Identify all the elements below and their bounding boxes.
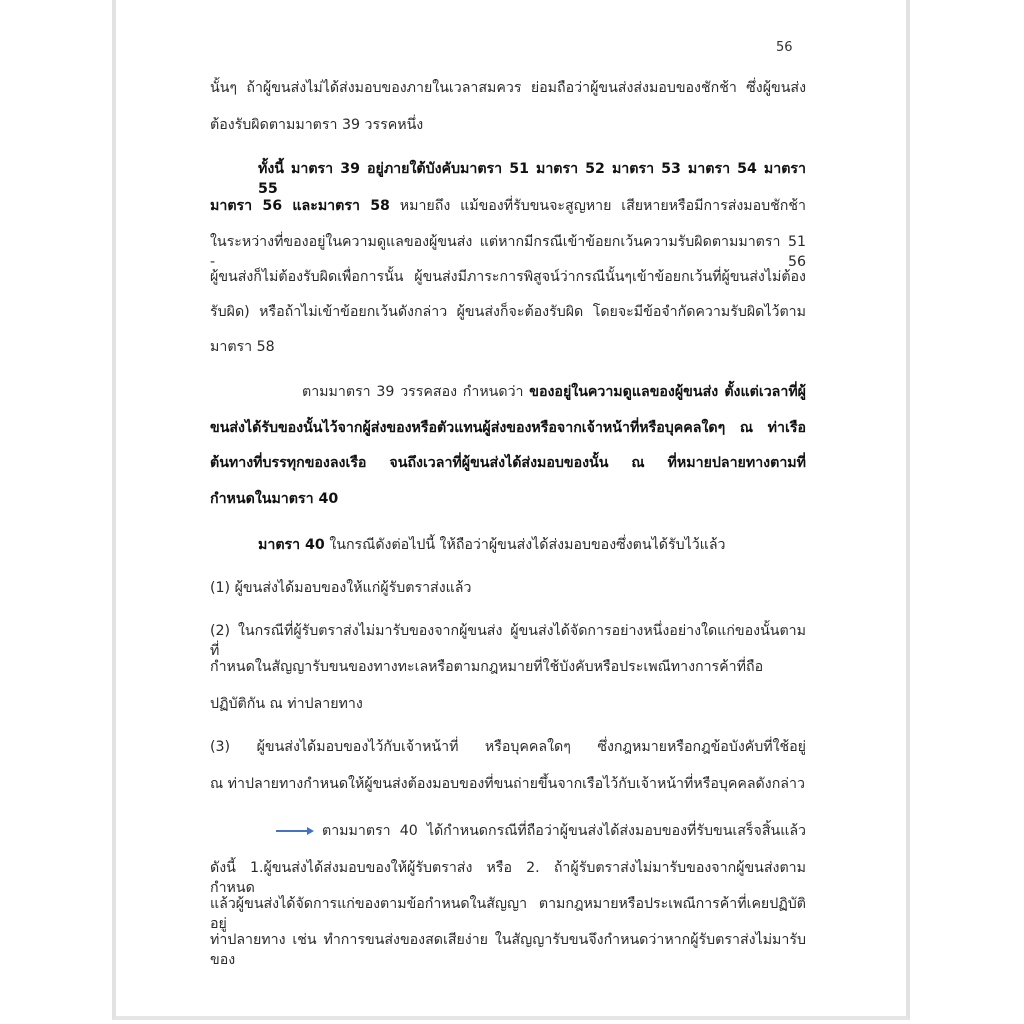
text-segment: หมายถึง แม้ของที่รับขนจะสูญหาย เสียหายหรือมีการส่งมอบชักช้า [389,198,806,214]
text-line [210,232,806,270]
text-line [210,337,806,357]
text-line [210,657,806,677]
text-segment: ในกรณีดังต่อไปนี้ ให้ถือว่าผู้ขนส่งได้ส่งมอบของซึ่งตนได้รับไว้แล้ว [324,537,726,553]
text-segment: นั้นๆ ถ้าผู้ขนส่งไม่ได้ส่งมอบของภายในเวลาสมควร ย่อมถือว่าผู้ขนส่งส่งมอบของชักช้า ซึ่งผู้ขนส่ง [210,80,806,96]
page-number: 56 [776,40,793,55]
text-line [210,418,806,438]
bold-text: ต้นทางที่บรรทุกของลงเรือ จนถึงเวลาที่ผู้ขนส่งได้ส่งมอบของนั้น ณ ที่หมายปลายทางตามที่ [210,455,806,471]
bold-text: ขนส่งได้รับของนั้นไว้จากผู้ส่งของหรือตัวแทนผู้ส่งของหรือจากเจ้าหน้าที่หรือบุคคลใดๆ ณ ท่าเรือ [210,420,806,436]
text-segment: ตามมาตรา 40 ได้กำหนดกรณีที่ถือว่าผู้ขนส่งได้ส่งมอบของที่รับขนเสร็จสิ้นแล้ว [322,823,806,839]
text-segment: (3) ผู้ขนส่งได้มอบของไว้กับเจ้าหน้าที่ หรือบุคคลใดๆ ซึ่งกฎหมายหรือกฎข้อบังคับที่ใช้อยู่ [210,739,806,755]
text-line [210,858,806,896]
text-segment: ตามมาตรา 39 วรรคสอง กำหนดว่า [302,384,530,400]
bold-text: มาตรา 56 และมาตรา 58 [210,198,390,214]
text-segment: (2) ในกรณีที่ผู้รับตราส่งไม่มารับของจากผู้ขนส่ง ผู้ขนส่งได้จัดการอย่างหนึ่งอย่างใดแก่ของนั้นตามที่ [210,623,806,659]
text-line [210,115,806,135]
text-line [210,489,806,509]
text-line [302,382,806,402]
text-line [210,930,806,968]
text-line [210,621,806,659]
bold-text: มาตรา 40 [258,537,325,553]
bold-text: ทั้งนี้ มาตรา 39 อยู่ภายใต้บังคับมาตรา 51 มาตรา 52 มาตรา 53 มาตรา 54 มาตรา 55 [258,161,806,197]
text-segment: แล้วผู้ขนส่งได้จัดการแก่ของตามข้อกำหนดในสัญญา ตามกฎหมายหรือประเพณีการค้าที่เคยปฏิบัติอยู่ [210,896,806,932]
text-line [210,578,806,598]
text-line [210,737,806,757]
text-segment: ท่าปลายทาง เช่น ทำการขนส่งของสดเสียง่าย ในสัญญารับขนจึงกำหนดว่าหากผู้รับตราส่งไม่มารับของ [210,932,806,968]
text-line [258,535,806,555]
text-line [276,821,806,841]
text-line [210,78,806,98]
text-segment: ในระหว่างที่ของอยู่ในความดูแลของผู้ขนส่ง แต่หากมีกรณีเข้าข้อยกเว้นความรับผิดตามมาตรา 51 - 56 [210,234,806,270]
text-line [210,196,806,216]
text-segment: ดังนี้ 1.ผู้ขนส่งได้ส่งมอบของให้ผู้รับตราส่ง หรือ 2. ถ้าผู้รับตราส่งไม่มารับของจากผู้ขนส่งตามกำหนด [210,860,806,896]
text-line [210,302,806,322]
text-segment: รับผิด) หรือถ้าไม่เข้าข้อยกเว้นดังกล่าว ผู้ขนส่งก็จะต้องรับผิด โดยจะมีข้อจำกัดความรับผิดไว้ตาม [210,304,806,320]
text-line [210,894,806,932]
text-segment: ผู้ขนส่งก็ไม่ต้องรับผิดเพื่อการนั้น ผู้ขนส่งมีภาระการพิสูจน์ว่ากรณีนั้นๆเข้าข้อยกเว้นที่ผู้ขนส่งไม่ต้อง [210,269,806,285]
text-segment: ต้องรับผิดตามมาตรา 39 วรรคหนึ่ง [210,117,424,133]
text-line [210,453,806,473]
text-line [258,159,806,197]
text-line [210,694,806,714]
text-segment: กำหนดในสัญญารับขนของทางทะเลหรือตามกฎหมายที่ใช้บังคับหรือประเพณีทางการค้าที่ถือ [210,659,764,675]
bold-text: กำหนดในมาตรา 40 [210,491,339,507]
text-line [210,774,806,794]
text-segment: (1) ผู้ขนส่งได้มอบของให้แก่ผู้รับตราส่งแล้ว [210,580,472,596]
text-segment: มาตรา 58 [210,339,275,355]
arrow-right-icon [276,826,314,836]
bold-text: ของอยู่ในความดูแลของผู้ขนส่ง ตั้งแต่เวลาที่ผู้ [529,384,806,400]
text-segment: ปฏิบัติกัน ณ ท่าปลายทาง [210,696,363,712]
text-segment: ณ ท่าปลายทางกำหนดให้ผู้ขนส่งต้องมอบของที่ขนถ่ายขึ้นจากเรือไว้กับเจ้าหน้าที่หรือบุคคลดังกล่าว [210,776,805,792]
text-line [210,267,806,287]
